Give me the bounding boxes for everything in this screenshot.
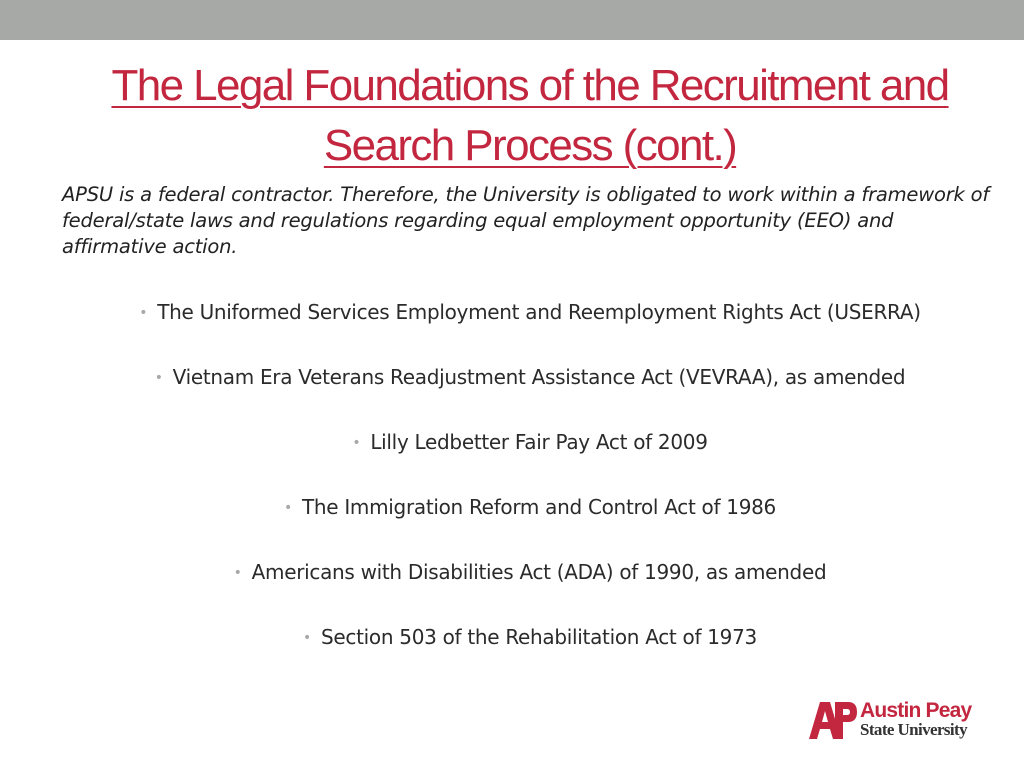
intro-paragraph: APSU is a federal contractor. Therefore, the University is obligated to work within a framework of federal/state laws and regulations regarding equal employment opportunity (EEO) and affirmative action.: [62, 183, 990, 258]
bullet-item-userra: [60, 292, 1000, 357]
slide-title-line-1: The Legal Foundations of the Recruitment and: [111, 61, 949, 110]
bullet-dot-icon: •: [284, 500, 292, 516]
bullet-text: Lilly Ledbetter Fair Pay Act of 2009: [370, 430, 708, 454]
slide-title-line-2: Search Process (cont.): [323, 121, 737, 170]
bullet-text: Americans with Disabilities Act (ADA) of 1990, as amended: [251, 560, 827, 584]
apsu-monogram-icon: [808, 700, 858, 740]
bullet-dot-icon: •: [352, 435, 361, 451]
bullet-item-irca: [60, 487, 1000, 552]
logo-text-state-university: State University: [860, 720, 968, 739]
bullet-dot-icon: •: [303, 630, 312, 646]
bullet-dot-icon: •: [233, 565, 242, 581]
bullet-text: The Uniformed Services Employment and Reemployment Rights Act (USERRA): [157, 300, 921, 324]
top-bar: [0, 0, 1024, 40]
slide-title: [60, 56, 1000, 176]
logo-text-austin-peay: Austin Peay: [860, 699, 972, 722]
bullet-dot-icon: •: [139, 305, 148, 321]
bullet-item-vevraa: [60, 357, 1000, 422]
bullet-text: Vietnam Era Veterans Readjustment Assistance Act (VEVRAA), as amended: [172, 365, 906, 389]
apsu-logo: [808, 700, 980, 742]
bullet-item-ada: [60, 552, 1000, 617]
bullet-text: The Immigration Reform and Control Act of 1986: [301, 495, 776, 519]
bullet-list: [60, 292, 1000, 682]
bullet-item-ledbetter: [60, 422, 1000, 487]
bullet-item-section-503: [60, 617, 1000, 682]
bullet-text: Section 503 of the Rehabilitation Act of 1973: [321, 625, 757, 649]
bullet-dot-icon: •: [154, 370, 163, 386]
